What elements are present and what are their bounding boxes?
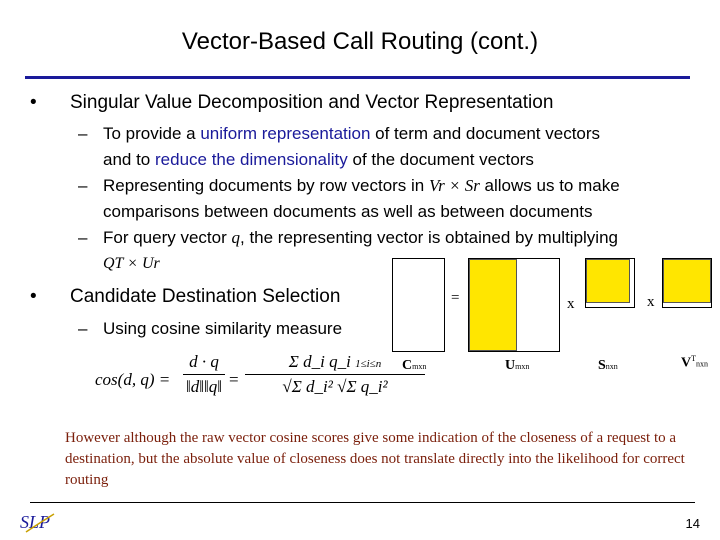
label-vt bbox=[681, 354, 708, 372]
sub-bullet-cosine bbox=[78, 316, 342, 342]
label-s-sub: nxn bbox=[605, 362, 618, 371]
label-s bbox=[598, 358, 618, 374]
sum-denominator: √Σ d_i² √Σ q_i² bbox=[282, 377, 388, 396]
sum-range: 1≤i≤n bbox=[355, 358, 382, 370]
formula-qt-ur: QT × Ur bbox=[103, 255, 160, 272]
text: For query vector bbox=[103, 228, 232, 247]
equals-sign: = bbox=[229, 370, 239, 389]
text: Using cosine similarity measure bbox=[103, 319, 343, 338]
math-q: q bbox=[231, 228, 240, 247]
fraction-bar bbox=[183, 374, 225, 375]
bullet-mark: • bbox=[30, 92, 37, 113]
dash: – bbox=[78, 176, 88, 195]
sub-bullet-uniform bbox=[78, 121, 600, 173]
footer-rule bbox=[30, 502, 695, 503]
label-v-letter: V bbox=[681, 355, 692, 371]
text: and to bbox=[103, 150, 155, 169]
fraction-1-denominator: ‖d‖‖q‖ bbox=[185, 377, 223, 396]
dash: – bbox=[78, 228, 88, 247]
label-c-letter: C bbox=[402, 358, 413, 373]
note-text: However although the raw vector cosine scores give some indication of the closeness of a request to a destination, but the absolute value of closeness does not translate directly into the likelihood for correct routing bbox=[65, 430, 685, 488]
text: comparisons between documents as well as between documents bbox=[103, 202, 593, 221]
slp-logo-icon bbox=[18, 506, 58, 536]
bullet-candidate bbox=[30, 286, 340, 308]
matrix-vt-fill bbox=[663, 259, 711, 303]
cosine-lhs: cos(d, q) = bbox=[95, 370, 171, 389]
text: , the representing vector is obtained by multiplying bbox=[240, 228, 618, 247]
equals-sign: = bbox=[451, 290, 460, 306]
text: of term and document vectors bbox=[370, 124, 601, 143]
highlight-text: reduce the dimensionality bbox=[155, 150, 348, 169]
bullet-mark: • bbox=[30, 286, 37, 307]
times-sign: x bbox=[567, 296, 575, 312]
label-u-sub: mxn bbox=[515, 362, 530, 371]
math-vr-sr: Vr × Sr bbox=[429, 176, 480, 195]
bullet-svd bbox=[30, 92, 553, 114]
label-v-sub: nxn bbox=[696, 359, 709, 369]
bullet-text: Singular Value Decomposition and Vector Representation bbox=[70, 92, 554, 113]
highlight-text: uniform representation bbox=[200, 124, 371, 143]
dash: – bbox=[78, 319, 88, 338]
label-u-letter: U bbox=[505, 358, 516, 373]
times-sign: x bbox=[647, 294, 655, 310]
matrix-s-fill bbox=[586, 259, 630, 303]
text: To provide a bbox=[103, 124, 201, 143]
fraction-1-numerator: d · q bbox=[189, 352, 219, 371]
text: allows us to make bbox=[479, 176, 620, 195]
title-underline bbox=[25, 76, 690, 79]
text: of the document vectors bbox=[347, 150, 534, 169]
matrix-s bbox=[585, 258, 635, 308]
sum-numerator: Σ d_i q_i bbox=[288, 352, 351, 371]
matrix-c bbox=[392, 258, 445, 352]
text: Representing documents by row vectors in bbox=[103, 176, 429, 195]
bullet-text: Candidate Destination Selection bbox=[70, 286, 341, 307]
label-c-sub: mxn bbox=[412, 362, 427, 371]
page-number: 14 bbox=[685, 516, 700, 531]
slide-title: Vector-Based Call Routing (cont.) bbox=[181, 28, 539, 55]
logo-text: SLP bbox=[20, 512, 51, 532]
matrix-u-fill bbox=[469, 259, 517, 351]
label-v-sup: T bbox=[691, 354, 697, 363]
dash: – bbox=[78, 124, 88, 143]
label-s-letter: S bbox=[598, 358, 606, 373]
label-u bbox=[505, 358, 529, 374]
fraction-1 bbox=[183, 352, 225, 397]
fraction-2 bbox=[245, 352, 425, 397]
sub-bullet-row-vectors bbox=[78, 173, 620, 225]
fraction-bar bbox=[245, 374, 425, 375]
matrix-vt bbox=[662, 258, 712, 308]
matrix-u bbox=[468, 258, 560, 352]
